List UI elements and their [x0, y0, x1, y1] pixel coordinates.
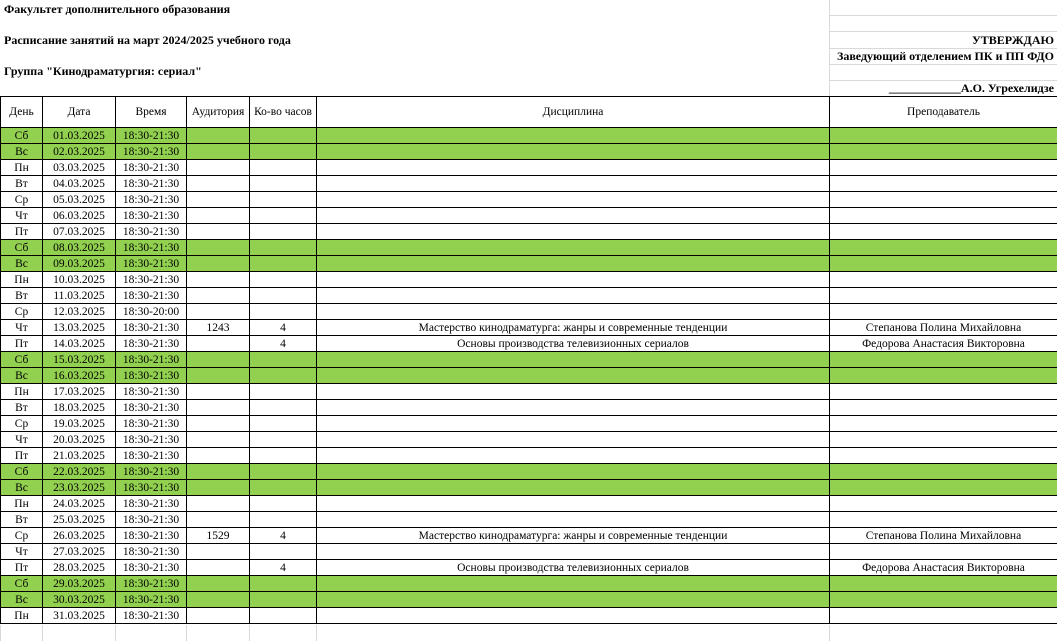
cell-discipline[interactable] [317, 224, 830, 240]
column-header-hours: Ко-во часов [250, 97, 317, 128]
column-header-teacher: Преподаватель [830, 97, 1057, 128]
table-row [1, 256, 1057, 272]
cell-teacher[interactable] [830, 496, 1057, 512]
table-row [1, 224, 1057, 240]
cell-hours[interactable] [250, 352, 317, 368]
cell-hours[interactable] [250, 576, 317, 592]
cell-discipline[interactable]: Мастерство кинодраматурга: жанры и современные тенденции [317, 528, 830, 544]
cell-time[interactable]: 18:30-21:30 [116, 272, 187, 288]
cell-teacher[interactable] [830, 432, 1057, 448]
cell-date[interactable]: 03.03.2025 [43, 160, 116, 176]
cell-teacher[interactable] [830, 144, 1057, 160]
cell-teacher[interactable] [830, 576, 1057, 592]
cell-date[interactable]: 07.03.2025 [43, 224, 116, 240]
cell-hours[interactable] [250, 256, 317, 272]
table-row [1, 528, 1057, 544]
cell-room[interactable] [187, 608, 250, 624]
cell-date[interactable]: 05.03.2025 [43, 192, 116, 208]
table-row [1, 368, 1057, 384]
cell-discipline[interactable] [317, 160, 830, 176]
cell-day[interactable]: Ср [1, 528, 43, 544]
cell-time[interactable]: 18:30-21:30 [116, 544, 187, 560]
cell-day[interactable]: Вт [1, 400, 43, 416]
cell-discipline[interactable]: Основы производства телевизионных сериалов [317, 560, 830, 576]
column-header-time: Время [116, 97, 187, 128]
table-row [1, 192, 1057, 208]
schedule-title: Расписание занятий на март 2024/2025 учебного года [4, 33, 291, 47]
cell-time[interactable]: 18:30-21:30 [116, 400, 187, 416]
cell-date[interactable]: 30.03.2025 [43, 592, 116, 608]
cell-hours[interactable] [250, 128, 317, 144]
table-row [1, 128, 1057, 144]
cell-time[interactable]: 18:30-21:30 [116, 464, 187, 480]
cell-time[interactable]: 18:30-21:30 [116, 160, 187, 176]
cell-hours[interactable] [250, 208, 317, 224]
cell-room[interactable] [187, 512, 250, 528]
cell-discipline[interactable] [317, 304, 830, 320]
cell-discipline[interactable] [317, 208, 830, 224]
cell-date[interactable]: 16.03.2025 [43, 368, 116, 384]
cell-day[interactable]: Пт [1, 336, 43, 352]
cell-time[interactable]: 18:30-20:00 [116, 304, 187, 320]
cell-room[interactable] [187, 592, 250, 608]
table-row [1, 464, 1057, 480]
cell-day[interactable]: Пт [1, 224, 43, 240]
table-row [1, 544, 1057, 560]
cell-room[interactable] [187, 336, 250, 352]
cell-day[interactable]: Вс [1, 256, 43, 272]
cell-date[interactable]: 11.03.2025 [43, 288, 116, 304]
cell-hours[interactable] [250, 496, 317, 512]
cell-room[interactable] [187, 400, 250, 416]
cell-teacher[interactable] [830, 224, 1057, 240]
cell-discipline[interactable] [317, 592, 830, 608]
header-left [0, 0, 829, 97]
cell-room[interactable] [187, 160, 250, 176]
cell-day[interactable]: Сб [1, 128, 43, 144]
head-position: Заведующий отделением ПК и ПП ФДО [836, 49, 1054, 63]
cell-hours[interactable] [250, 464, 317, 480]
cell-day[interactable]: Пн [1, 496, 43, 512]
cell-teacher[interactable] [830, 592, 1057, 608]
cell-hours[interactable] [250, 176, 317, 192]
cell-room[interactable] [187, 432, 250, 448]
cell-hours[interactable] [250, 240, 317, 256]
table-row [1, 208, 1057, 224]
cell-room[interactable]: 1243 [187, 320, 250, 336]
cell-discipline[interactable] [317, 416, 830, 432]
cell-room[interactable] [187, 272, 250, 288]
cell-date[interactable]: 06.03.2025 [43, 208, 116, 224]
head-signature: ____________А.О. Угрехелидзе [888, 81, 1054, 95]
cell-hours[interactable] [250, 384, 317, 400]
cell-day[interactable]: Вт [1, 176, 43, 192]
cell-date[interactable]: 10.03.2025 [43, 272, 116, 288]
cell-hours[interactable]: 4 [250, 528, 317, 544]
cell-discipline[interactable] [317, 608, 830, 624]
cell-room[interactable] [187, 288, 250, 304]
cell-time[interactable]: 18:30-21:30 [116, 336, 187, 352]
cell-teacher[interactable] [830, 176, 1057, 192]
cell-hours[interactable] [250, 288, 317, 304]
cell-discipline[interactable] [317, 240, 830, 256]
cell-hours[interactable] [250, 144, 317, 160]
cell-time[interactable]: 18:30-21:30 [116, 576, 187, 592]
cell-room[interactable] [187, 144, 250, 160]
empty-row-below [0, 625, 1057, 641]
cell-time[interactable]: 18:30-21:30 [116, 368, 187, 384]
cell-time[interactable]: 18:30-21:30 [116, 592, 187, 608]
cell-discipline[interactable] [317, 480, 830, 496]
cell-discipline[interactable] [317, 384, 830, 400]
cell-room[interactable] [187, 256, 250, 272]
cell-discipline[interactable] [317, 128, 830, 144]
cell-time[interactable]: 18:30-21:30 [116, 176, 187, 192]
cell-day[interactable]: Сб [1, 464, 43, 480]
cell-hours[interactable] [250, 304, 317, 320]
cell-day[interactable]: Сб [1, 576, 43, 592]
cell-teacher[interactable] [830, 160, 1057, 176]
cell-teacher[interactable] [830, 480, 1057, 496]
cell-discipline[interactable] [317, 144, 830, 160]
cell-day[interactable]: Сб [1, 240, 43, 256]
cell-date[interactable]: 17.03.2025 [43, 384, 116, 400]
cell-discipline[interactable] [317, 464, 830, 480]
cell-teacher[interactable] [830, 448, 1057, 464]
cell-discipline[interactable] [317, 400, 830, 416]
table-row [1, 512, 1057, 528]
table-row [1, 400, 1057, 416]
table-row [1, 560, 1057, 576]
column-header-room: Аудитория [187, 97, 250, 128]
cell-date[interactable]: 13.03.2025 [43, 320, 116, 336]
cell-date[interactable]: 08.03.2025 [43, 240, 116, 256]
table-row [1, 304, 1057, 320]
document-header [0, 0, 1057, 96]
cell-date[interactable]: 26.03.2025 [43, 528, 116, 544]
cell-time[interactable]: 18:30-21:30 [116, 528, 187, 544]
cell-time[interactable]: 18:30-21:30 [116, 448, 187, 464]
cell-day[interactable]: Вс [1, 368, 43, 384]
cell-discipline[interactable] [317, 448, 830, 464]
table-row [1, 416, 1057, 432]
table-row [1, 480, 1057, 496]
cell-teacher[interactable]: Степанова Полина Михайловна [830, 320, 1057, 336]
cell-teacher[interactable]: Федорова Анастасия Викторовна [830, 560, 1057, 576]
cell-day[interactable]: Пн [1, 160, 43, 176]
cell-date[interactable]: 04.03.2025 [43, 176, 116, 192]
cell-date[interactable]: 29.03.2025 [43, 576, 116, 592]
cell-hours[interactable] [250, 272, 317, 288]
cell-day[interactable]: Вс [1, 592, 43, 608]
cell-time[interactable]: 18:30-21:30 [116, 352, 187, 368]
cell-date[interactable]: 22.03.2025 [43, 464, 116, 480]
cell-hours[interactable] [250, 160, 317, 176]
cell-hours[interactable] [250, 224, 317, 240]
column-header-date: Дата [43, 97, 116, 128]
cell-day[interactable]: Пн [1, 608, 43, 624]
cell-time[interactable]: 18:30-21:30 [116, 496, 187, 512]
cell-date[interactable]: 25.03.2025 [43, 512, 116, 528]
cell-date[interactable]: 15.03.2025 [43, 352, 116, 368]
cell-discipline[interactable] [317, 432, 830, 448]
cell-time[interactable]: 18:30-21:30 [116, 144, 187, 160]
cell-hours[interactable] [250, 416, 317, 432]
cell-room[interactable] [187, 464, 250, 480]
cell-discipline[interactable] [317, 512, 830, 528]
cell-day[interactable]: Вс [1, 144, 43, 160]
table-row [1, 496, 1057, 512]
cell-room[interactable] [187, 560, 250, 576]
cell-teacher[interactable] [830, 368, 1057, 384]
cell-teacher[interactable] [830, 256, 1057, 272]
cell-date[interactable]: 19.03.2025 [43, 416, 116, 432]
cell-time[interactable]: 18:30-21:30 [116, 416, 187, 432]
cell-date[interactable]: 27.03.2025 [43, 544, 116, 560]
table-row [1, 592, 1057, 608]
cell-discipline[interactable]: Основы производства телевизионных сериалов [317, 336, 830, 352]
cell-teacher[interactable] [830, 400, 1057, 416]
cell-hours[interactable]: 4 [250, 336, 317, 352]
cell-hours[interactable] [250, 192, 317, 208]
cell-time[interactable]: 18:30-21:30 [116, 560, 187, 576]
cell-hours[interactable] [250, 592, 317, 608]
cell-room[interactable] [187, 224, 250, 240]
cell-discipline[interactable] [317, 496, 830, 512]
cell-discipline[interactable] [317, 544, 830, 560]
cell-time[interactable]: 18:30-21:30 [116, 608, 187, 624]
cell-time[interactable]: 18:30-21:30 [116, 480, 187, 496]
cell-date[interactable]: 01.03.2025 [43, 128, 116, 144]
cell-day[interactable]: Чт [1, 208, 43, 224]
cell-teacher[interactable] [830, 608, 1057, 624]
cell-discipline[interactable] [317, 288, 830, 304]
table-row [1, 448, 1057, 464]
cell-hours[interactable]: 4 [250, 560, 317, 576]
table-row [1, 384, 1057, 400]
cell-teacher[interactable]: Федорова Анастасия Викторовна [830, 336, 1057, 352]
table-header-row [1, 97, 1057, 128]
table-row [1, 288, 1057, 304]
cell-room[interactable] [187, 208, 250, 224]
cell-time[interactable]: 18:30-21:30 [116, 288, 187, 304]
header-right [829, 0, 1057, 96]
cell-day[interactable]: Пт [1, 560, 43, 576]
column-header-day: День [1, 97, 43, 128]
cell-teacher[interactable] [830, 416, 1057, 432]
cell-date[interactable]: 14.03.2025 [43, 336, 116, 352]
cell-day[interactable]: Ср [1, 192, 43, 208]
cell-date[interactable]: 23.03.2025 [43, 480, 116, 496]
table-row [1, 176, 1057, 192]
group-title: Группа "Кинодраматургия: сериал" [4, 64, 202, 78]
cell-day[interactable]: Пт [1, 448, 43, 464]
cell-time[interactable]: 18:30-21:30 [116, 240, 187, 256]
cell-hours[interactable] [250, 432, 317, 448]
cell-teacher[interactable]: Степанова Полина Михайловна [830, 528, 1057, 544]
cell-room[interactable] [187, 352, 250, 368]
cell-room[interactable] [187, 576, 250, 592]
cell-hours[interactable] [250, 480, 317, 496]
cell-time[interactable]: 18:30-21:30 [116, 208, 187, 224]
cell-day[interactable]: Пн [1, 384, 43, 400]
cell-date[interactable]: 21.03.2025 [43, 448, 116, 464]
cell-room[interactable] [187, 240, 250, 256]
cell-teacher[interactable] [830, 288, 1057, 304]
cell-teacher[interactable] [830, 128, 1057, 144]
cell-room[interactable] [187, 416, 250, 432]
cell-hours[interactable] [250, 448, 317, 464]
table-row [1, 144, 1057, 160]
cell-time[interactable]: 18:30-21:30 [116, 256, 187, 272]
cell-room[interactable] [187, 128, 250, 144]
cell-time[interactable]: 18:30-21:30 [116, 128, 187, 144]
cell-date[interactable]: 12.03.2025 [43, 304, 116, 320]
cell-day[interactable]: Чт [1, 320, 43, 336]
cell-teacher[interactable] [830, 192, 1057, 208]
schedule-table [0, 96, 1057, 624]
cell-day[interactable]: Пн [1, 272, 43, 288]
table-row [1, 352, 1057, 368]
cell-room[interactable] [187, 544, 250, 560]
cell-day[interactable]: Чт [1, 432, 43, 448]
cell-discipline[interactable]: Мастерство кинодраматурга: жанры и современные тенденции [317, 320, 830, 336]
cell-time[interactable]: 18:30-21:30 [116, 320, 187, 336]
table-row [1, 608, 1057, 624]
cell-date[interactable]: 09.03.2025 [43, 256, 116, 272]
cell-discipline[interactable] [317, 576, 830, 592]
cell-teacher[interactable] [830, 272, 1057, 288]
cell-room[interactable] [187, 192, 250, 208]
cell-hours[interactable] [250, 608, 317, 624]
cell-hours[interactable] [250, 512, 317, 528]
cell-teacher[interactable] [830, 240, 1057, 256]
cell-date[interactable]: 02.03.2025 [43, 144, 116, 160]
column-header-discipline: Дисциплина [317, 97, 830, 128]
cell-time[interactable]: 18:30-21:30 [116, 384, 187, 400]
approve-label: УТВЕРЖДАЮ [971, 33, 1054, 47]
cell-date[interactable]: 24.03.2025 [43, 496, 116, 512]
cell-day[interactable]: Вт [1, 512, 43, 528]
cell-room[interactable]: 1529 [187, 528, 250, 544]
cell-date[interactable]: 28.03.2025 [43, 560, 116, 576]
cell-hours[interactable] [250, 368, 317, 384]
cell-day[interactable]: Чт [1, 544, 43, 560]
cell-room[interactable] [187, 176, 250, 192]
cell-discipline[interactable] [317, 352, 830, 368]
table-row [1, 336, 1057, 352]
table-row [1, 272, 1057, 288]
faculty-title: Факультет дополнительного образования [4, 2, 231, 16]
cell-date[interactable]: 31.03.2025 [43, 608, 116, 624]
table-row [1, 576, 1057, 592]
cell-room[interactable] [187, 304, 250, 320]
cell-teacher[interactable] [830, 464, 1057, 480]
cell-teacher[interactable] [830, 384, 1057, 400]
table-row [1, 240, 1057, 256]
cell-teacher[interactable] [830, 512, 1057, 528]
cell-time[interactable]: 18:30-21:30 [116, 192, 187, 208]
cell-room[interactable] [187, 480, 250, 496]
cell-room[interactable] [187, 384, 250, 400]
cell-discipline[interactable] [317, 368, 830, 384]
table-row [1, 160, 1057, 176]
cell-discipline[interactable] [317, 272, 830, 288]
cell-hours[interactable] [250, 400, 317, 416]
cell-time[interactable]: 18:30-21:30 [116, 224, 187, 240]
cell-discipline[interactable] [317, 192, 830, 208]
cell-time[interactable]: 18:30-21:30 [116, 432, 187, 448]
table-row [1, 432, 1057, 448]
cell-date[interactable]: 20.03.2025 [43, 432, 116, 448]
cell-teacher[interactable] [830, 304, 1057, 320]
cell-time[interactable]: 18:30-21:30 [116, 512, 187, 528]
table-row [1, 320, 1057, 336]
cell-room[interactable] [187, 496, 250, 512]
cell-day[interactable]: Ср [1, 304, 43, 320]
cell-day[interactable]: Вс [1, 480, 43, 496]
cell-room[interactable] [187, 368, 250, 384]
cell-hours[interactable]: 4 [250, 320, 317, 336]
cell-teacher[interactable] [830, 352, 1057, 368]
cell-teacher[interactable] [830, 208, 1057, 224]
cell-day[interactable]: Сб [1, 352, 43, 368]
cell-date[interactable]: 18.03.2025 [43, 400, 116, 416]
cell-day[interactable]: Вт [1, 288, 43, 304]
cell-teacher[interactable] [830, 544, 1057, 560]
cell-discipline[interactable] [317, 256, 830, 272]
cell-hours[interactable] [250, 544, 317, 560]
cell-discipline[interactable] [317, 176, 830, 192]
cell-day[interactable]: Ср [1, 416, 43, 432]
cell-room[interactable] [187, 448, 250, 464]
